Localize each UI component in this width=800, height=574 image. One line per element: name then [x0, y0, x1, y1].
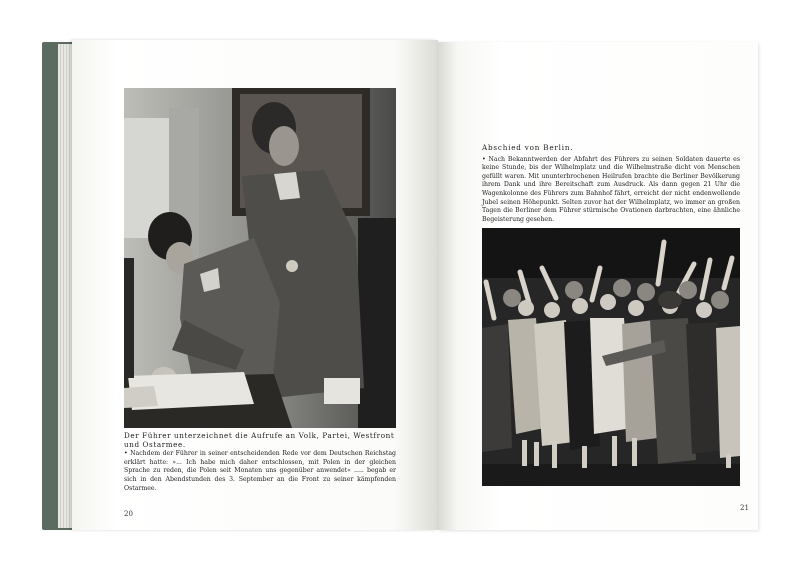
photo-signing: [124, 88, 396, 428]
left-page-number: 20: [124, 510, 133, 518]
right-page-number: 21: [740, 504, 749, 512]
left-caption: [124, 432, 396, 493]
right-text-block: [482, 144, 740, 224]
photo-signing-image: [124, 88, 396, 428]
open-book: [42, 40, 760, 534]
left-caption-title: Der Führer unterzeichnet die Aufrufe an Volk, Partei, Westfront und Ostarmee.: [124, 431, 395, 449]
left-caption-body: • Nachdem der Führer in seiner entscheidenden Rede vor dem Deutschen Reichstag erklärt hatte: »... Ich habe mich daher entschlossen, mit Polen in der gleichen Sprache zu reden, die Polen seit Monaten uns gegenüber anwendet« ..... begab er sich in den Abendstunden des 3. September an die Front zu seiner kämpfenden Ostarmee.: [124, 450, 396, 492]
right-page: [438, 42, 758, 530]
photo-crowd: [482, 228, 740, 486]
right-section-body: • Nach Bekanntwerden der Abfahrt des Führers zu seinen Soldaten dauerte es keine Stunde, bis der Wilhelmplatz und die Wilhelmstraße dicht von Menschen gefüllt waren. Mit ununterbrochenen Heilrufen brachte die Berliner Bevölkerung ihrem Dank und ihre Bereitschaft zum Ausdruck. Als dann gegen 21 Uhr die Wagenkolonne des Führers zum Bahnhof fährt, erreicht der nicht endenwollende Jubel seinen Höhepunkt. Selten zuvor hat der Wilhelmplatz, wo immer an großen Tagen die Berliner dem Führer stürmische Ovationen darbrachten, eine ähnliche Begeisterung gesehen.: [482, 155, 740, 223]
photo-crowd-image: [482, 228, 740, 486]
right-section-title: Abschied von Berlin.: [482, 143, 574, 152]
